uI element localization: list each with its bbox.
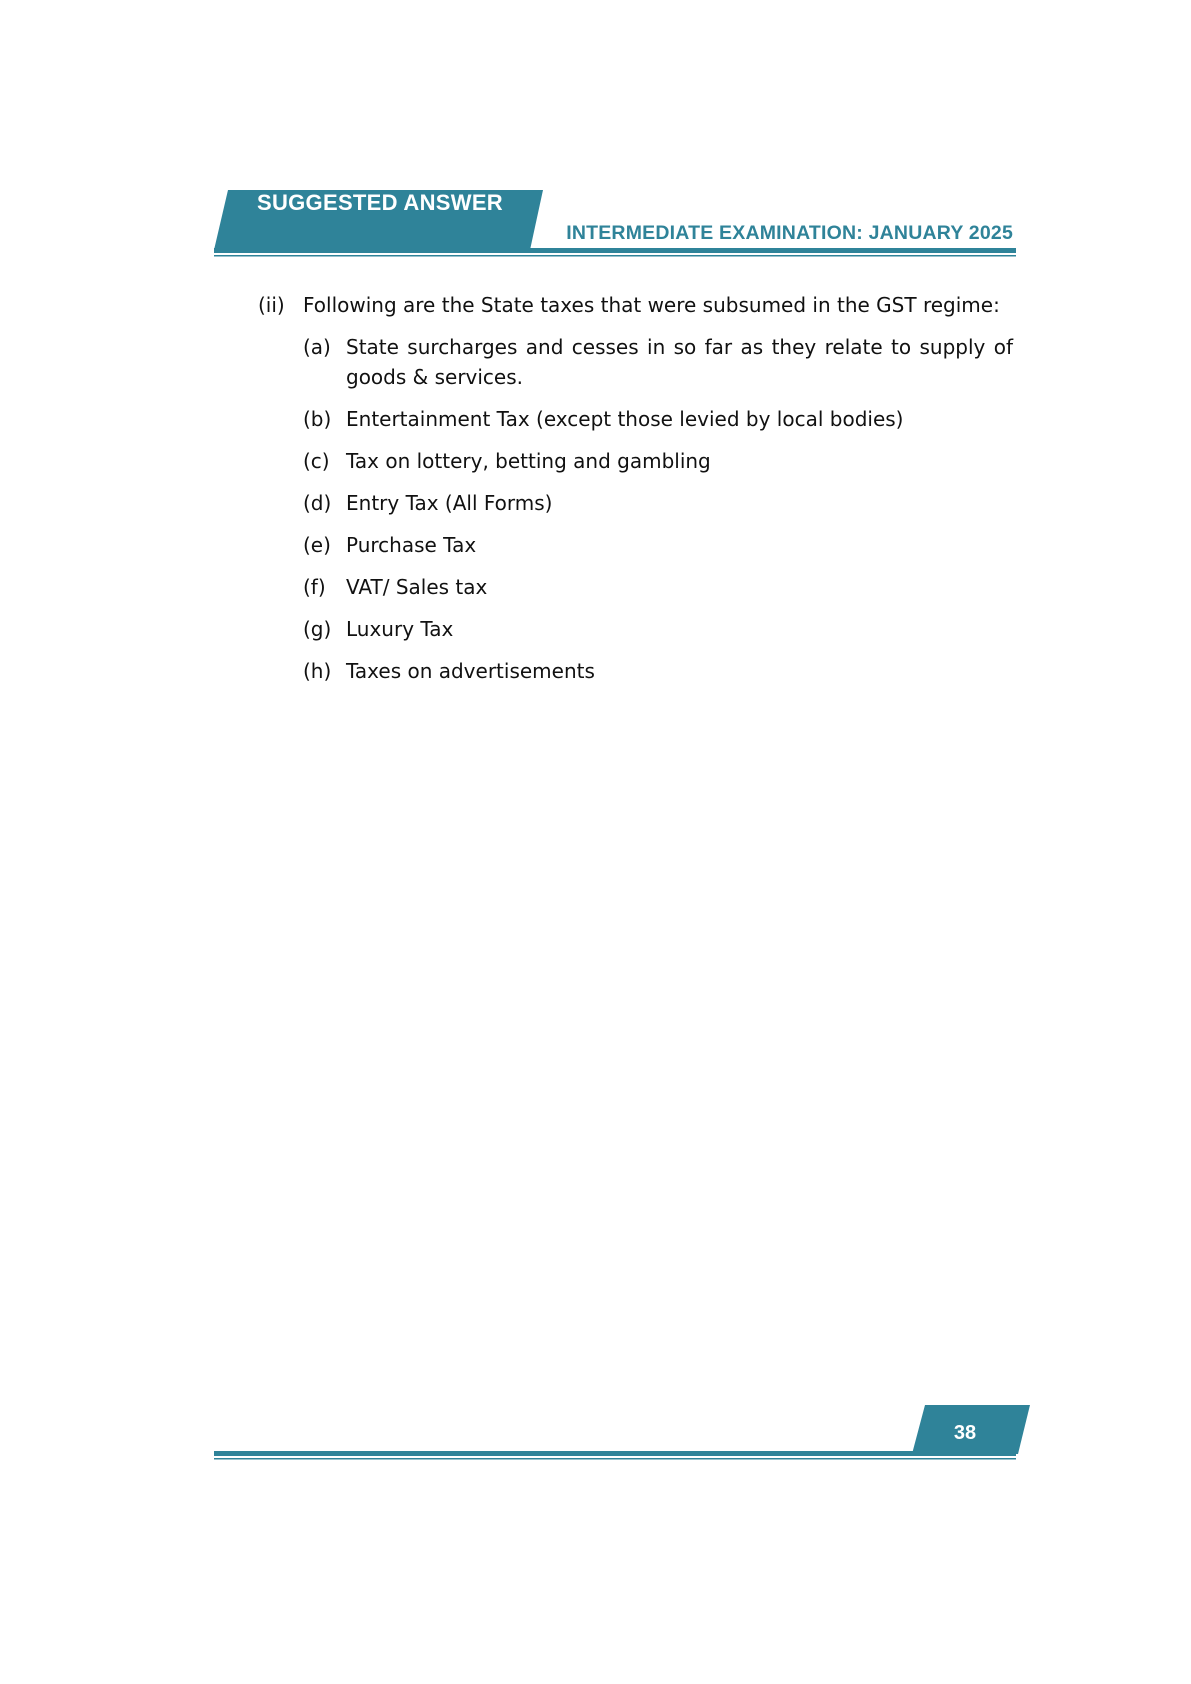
answer-content (258, 290, 1013, 698)
page-number: 38 (953, 1422, 977, 1444)
list-item (303, 656, 1013, 686)
suggested-answer-label: SUGGESTED ANSWER (256, 190, 503, 215)
list-item-marker: (c) (303, 449, 330, 473)
exam-title: INTERMEDIATE EXAMINATION: JANUARY 2025 (566, 222, 1013, 244)
question-intro: Following are the State taxes that were subsumed in the GST regime: (303, 293, 1000, 317)
list-item-marker: (h) (303, 659, 332, 683)
list-item-marker: (b) (303, 407, 332, 431)
list-item-text: State surcharges and cesses in so far as they relate to supply of goods & services. (346, 335, 1013, 389)
list-item (303, 332, 1013, 392)
list-item-marker: (g) (303, 617, 332, 641)
list-item-marker: (d) (303, 491, 332, 515)
list-item-marker: (f) (303, 575, 326, 599)
list-item-text: Entry Tax (All Forms) (346, 491, 553, 515)
list-item (303, 530, 1013, 560)
page-header (0, 0, 1191, 260)
page-footer (0, 1390, 1191, 1460)
header-graphic (0, 0, 1191, 260)
list-item-text: Taxes on advertisements (346, 659, 595, 683)
list-item-text: Luxury Tax (346, 617, 454, 641)
list-item-text: Tax on lottery, betting and gambling (346, 449, 711, 473)
list-item (303, 404, 1013, 434)
question-part-marker: (ii) (258, 293, 285, 317)
list-item (303, 446, 1013, 476)
list-item-text: VAT/ Sales tax (346, 575, 488, 599)
footer-rule-thick (214, 1451, 1016, 1456)
list-item-text: Entertainment Tax (except those levied by local bodies) (346, 407, 904, 431)
list-item (303, 572, 1013, 602)
list-item (303, 488, 1013, 518)
list-item-marker: (a) (303, 335, 331, 359)
footer-rule-thin (214, 1458, 1016, 1460)
list-item (303, 614, 1013, 644)
question-part (258, 290, 1013, 320)
footer-graphic (0, 1390, 1191, 1460)
list-item-marker: (e) (303, 533, 331, 557)
tax-list (303, 332, 1013, 686)
list-item-text: Purchase Tax (346, 533, 477, 557)
